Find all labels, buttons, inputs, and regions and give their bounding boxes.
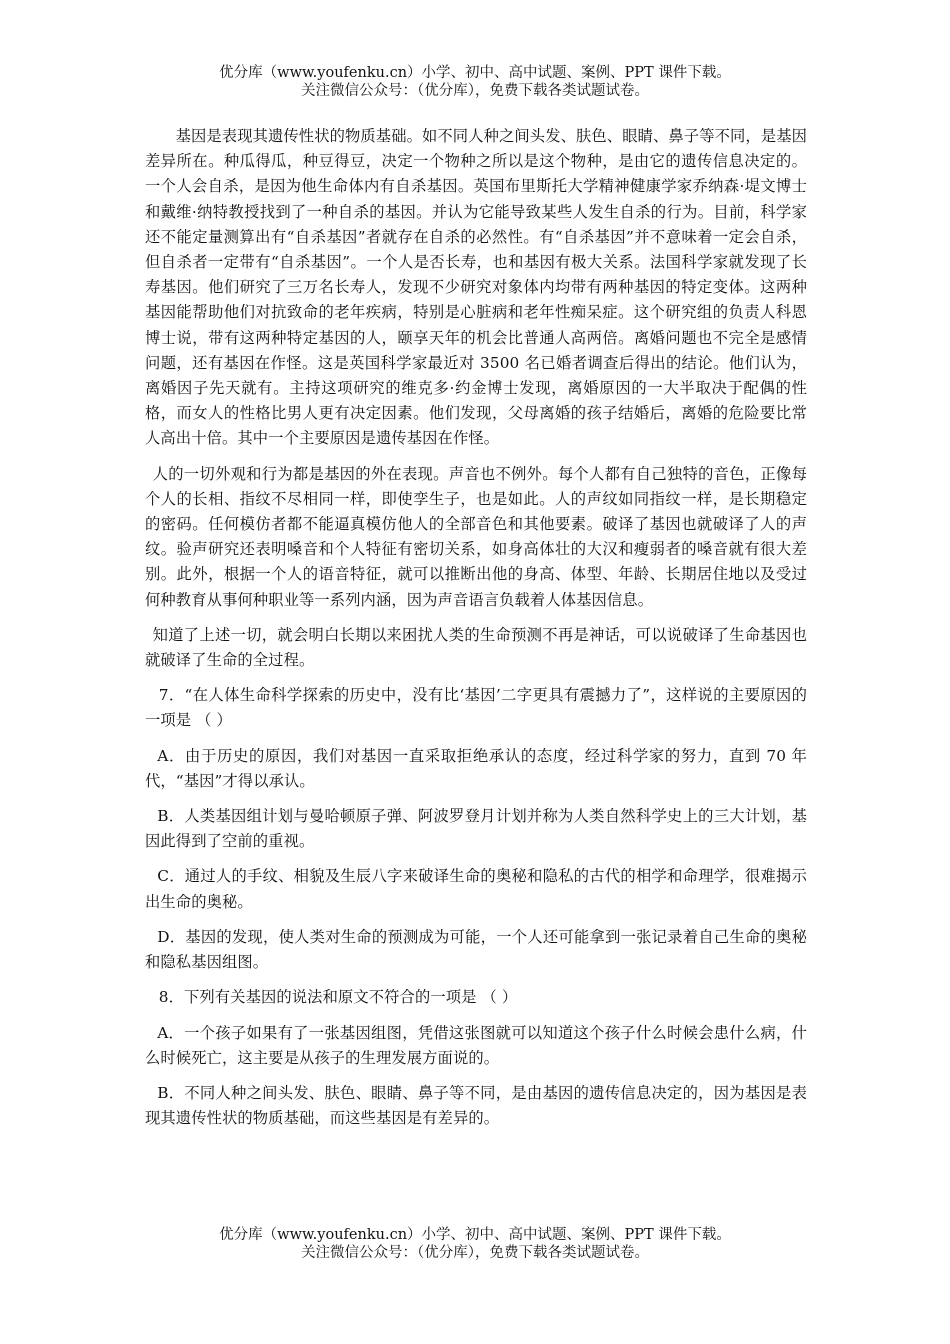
footer-line-1: 优分库（www.youfenku.cn）小学、初中、高中试题、案例、PPT 课件下载。 bbox=[219, 1227, 731, 1243]
page-footer bbox=[0, 1226, 950, 1262]
question-8-stem: 8．下列有关基因的说法和原文不符合的一项是 （ ） bbox=[158, 988, 518, 1007]
question-8-option-a: A．一个孩子如果有了一张基因组图，凭借这张图就可以知道这个孩子什么时候会患什么病，什么时候死亡，这主要是从孩子的生理发展方面说的。 bbox=[145, 1023, 807, 1067]
footer-line-2: 关注微信公众号：（优分库），免费下载各类试题试卷。 bbox=[301, 1245, 649, 1261]
question-7-option-d: D．基因的发现，使人类对生命的预测成为可能，一个人还可能拿到一张记录着自己生命的奥秘和隐私基因组图。 bbox=[145, 927, 807, 972]
question-7-stem: 7．“在人体生命科学探索的历史中，没有比‘基因’二字更具有震撼力了”，这样说的主要原因的一项是 （ ） bbox=[145, 686, 807, 730]
paragraph-voice: 人的一切外观和行为都是基因的外在表现。声音也不例外。每个人都有自己独特的音色，正像每个人的长相、指纹不尽相同一样，即使孪生子，也是如此。人的声纹如同指纹一样，是长期稳定的密码。任何模仿者都不能逼真模仿他人的全部音色和其他要素。破译了基因也就破译了人的声纹。验声研究还表明嗓音和个人特征有密切关系，如身高体壮的大汉和瘦弱者的嗓音就有很大差别。此外，根据一个人的语音特征，就可以推断出他的身高、体型、年龄、长期居住地以及受过何种教育从事何种职业等一系列内涵，因为声音语言负载着人体基因信息。 bbox=[145, 464, 807, 609]
question-7-option-a: A．由于历史的原因，我们对基因一直采取拒绝承认的态度，经过科学家的努力，直到 70 年代，“基因”才得以承认。 bbox=[145, 746, 807, 790]
page-header bbox=[0, 64, 950, 100]
paragraph-gene-basis: 基因是表现其遗传性状的物质基础。如不同人种之间头发、肤色、眼睛、鼻子等不同，是基因差异所在。种瓜得瓜，种豆得豆，决定一个物种之所以是这个物种，是由它的遗传信息决定的。一个人会自杀，是因为他生命体内有自杀基因。英国布里斯托大学精神健康学家乔纳森·堤文博士和戴维·纳特教授找到了一种自杀的基因。并认为它能导致某些人发生自杀的行为。目前，科学家还不能定量测算出有“自杀基因”者就存在自杀的必然性。有“自杀基因”并不意味着一定会自杀，但自杀者一定带有“自杀基因”。一个人是否长寿，也和基因有极大关系。法国科学家就发现了长寿基因。他们研究了三万名长寿人，发现不少研究对象体内均带有两种基因的特定变体。这两种基因能帮助他们对抗致命的老年疾病，特别是心脏病和老年性痴呆症。这个研究组的负责人科恩博士说，带有这两种特定基因的人，颐享天年的机会比普通人高两倍。离婚问题也不完全是感情问题，还有基因在作怪。这是英国科学家最近对 3500 名已婚者调查后得出的结论。他们认为，离婚因子先天就有。主持这项研究的维克多·约金博士发现，离婚原因的一大半取决于配偶的性格，而女人的性格比男人更有决定因素。他们发现，父母离婚的孩子结婚后，离婚的危险要比常人高出十倍。其中一个主要原因是遗传基因在作怪。 bbox=[145, 127, 807, 448]
header-line-1: 优分库（www.youfenku.cn）小学、初中、高中试题、案例、PPT 课件下载。 bbox=[219, 65, 731, 81]
document-body bbox=[145, 124, 807, 1141]
question-8-option-b: B．不同人种之间头发、肤色、眼睛、鼻子等不同，是由基因的遗传信息决定的，因为基因是表现其遗传性状的物质基础，而这些基因是有差异的。 bbox=[145, 1083, 807, 1128]
question-7-option-b: B．人类基因组计划与曼哈顿原子弹、阿波罗登月计划并称为人类自然科学史上的三大计划，基因此得到了空前的重视。 bbox=[145, 807, 807, 851]
question-7-option-c: C．通过人的手纹、相貌及生辰八字来破译生命的奥秘和隐私的古代的相学和命理学，很难揭示出生命的奥秘。 bbox=[145, 867, 807, 911]
paragraph-conclusion: 知道了上述一切，就会明白长期以来困扰人类的生命预测不再是神话，可以说破译了生命基因也就破译了生命的全过程。 bbox=[145, 625, 807, 670]
header-line-2: 关注微信公众号：（优分库），免费下载各类试题试卷。 bbox=[301, 83, 649, 99]
